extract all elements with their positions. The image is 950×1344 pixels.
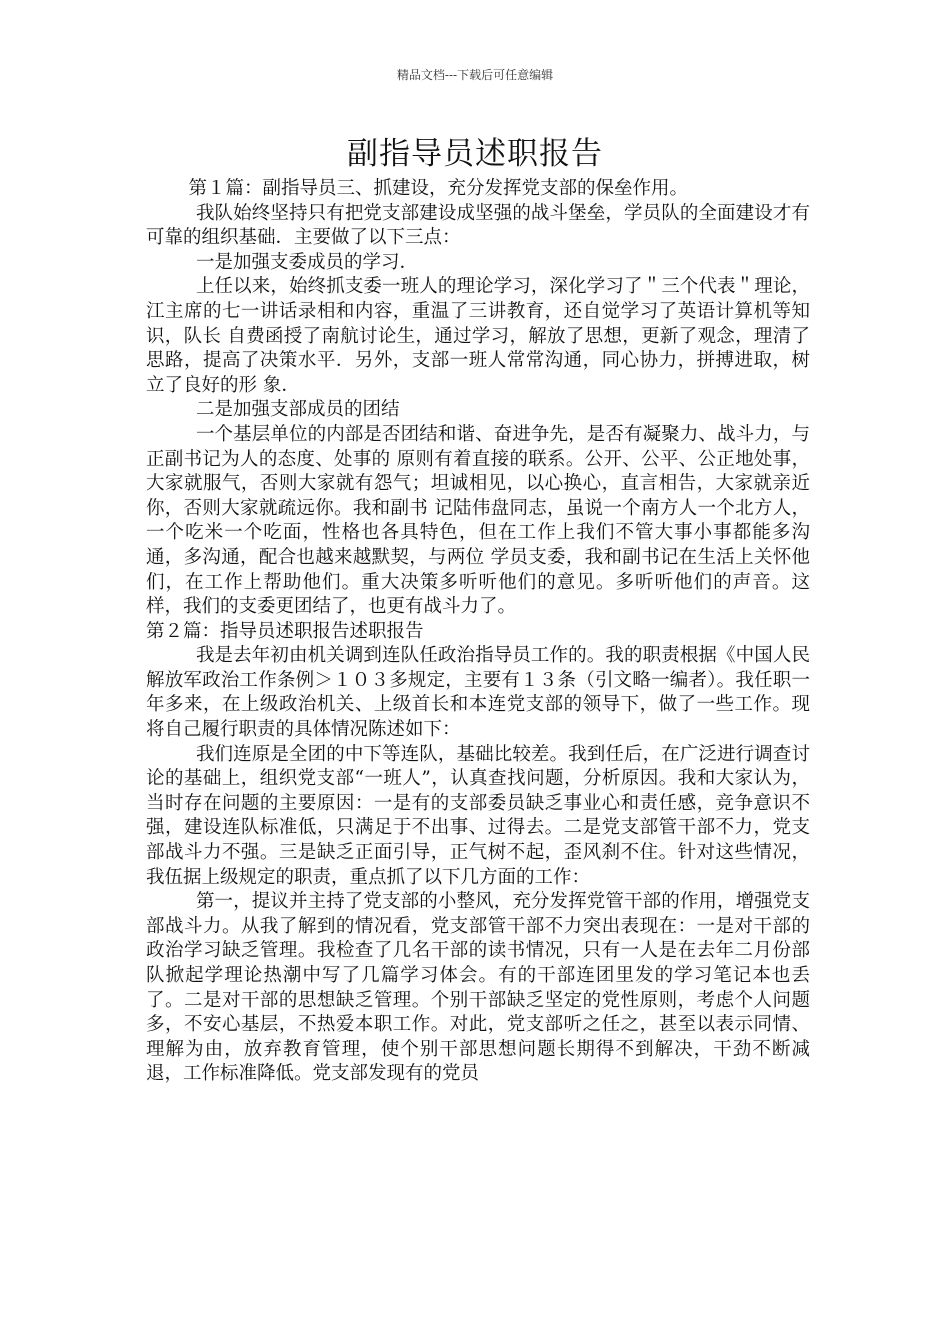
paragraph: 一个基层单位的内部是否团结和谐、奋进争先，是否有凝聚力、战斗力，与正副书记为人的态度、处事的 原则有着直接的联系。公开、公平、公正地处事，大家就服气，否则大家就有怨气；坦诚相见，以心换心，直言相告，大家就亲近你，否则大家就疏远你。我和副书 记陆伟盘同志，虽说一个南方人一个北方人，一个吃米一个吃面，性格也各具特色，但在工作上我们不管大事小事都能多沟通，多沟通，配合也越来越默契，与两位 学员支委，我和副书记在生活上关怀他们，在工作上帮助他们。重大决策多听听他们的意见。多听听他们的声音。这样，我们的支委更团结了，也更有战斗力了。 (146, 423, 810, 618)
paragraph: 我是去年初由机关调到连队任政治指导员工作的。我的职责根据《中国人民解放军政治工作条例＞１０３多规定，主要有１３条（引文略一编者）。我任职一年多来，在上级政治机关、上级首长和本连党支部的领导下，做了一些工作。现将自己履行职责的具体情况陈述如下： (146, 645, 810, 741)
paragraph: 第１篇：副指导员三、抓建设，充分发挥党支部的保垒作用。 (188, 178, 689, 199)
section-heading: 第２篇：指导员述职报告述职报告 (146, 620, 424, 642)
paragraph: 我们连原是全团的中下等连队，基础比较差。我到任后，在广泛进行调查讨论的基础上，组织党支部“一班人”，认真查找问题，分析原因。我和大家认为，当时存在问题的主要原因：一是有的支部委员缺乏事业心和责任感，竞争意识不强，建设连队标准低，只满足于不出事、过得去。二是党支部管干部不力，党支部战斗力不强。三是缺乏正面引导，正气树不起，歪风刹不住。针对这些情况，我伍据上级规定的职责，重点抓了以下几方面的工作： (146, 743, 810, 888)
paragraph: 我队始终坚持只有把党支部建设成坚强的战斗堡垒，学员队的全面建设才有可靠的组织基础．主要做了以下三点： (146, 202, 810, 249)
header-note: 精品文档---下载后可任意编辑 (396, 68, 554, 82)
paragraph: 第一，提议并主持了党支部的小整风，充分发挥党管干部的作用，增强党支部战斗力。从我了解到的情况看，党支部管干部不力突出表现在：一是对干部的政治学习缺乏管理。我检查了几名干部的读书情况，只有一人是在去年二月份部队掀起学理论热潮中写了几篇学习体会。有的干部连团里发的学习笔记本也丢了。二是对干部的思想缺乏管理。个别干部缺乏坚定的党性原则，考虑个人问题多，不安心基层，不热爱本职工作。对此，党支部听之任之，甚至以表示同情、理解为由，放弃教育管理，使个别干部思想问题长期得不到解决，干劲不断减退，工作标准降低。党支部发现有的党员 (146, 891, 810, 1085)
document-body (146, 177, 810, 1087)
paragraph: 上任以来，始终抓支委一班人的理论学习，深化学习了＂三个代表＂理论，江主席的七一讲话录相和内容，重温了三讲教育，还自觉学习了英语计算机等知识，队长 自费函授了南航讨论生，通过学习，解放了思想，更新了观念，理清了思路，提高了决策水平．另外，支部一班人常常沟通，同心协力，拼搏进取，树立了良好的形 象． (146, 276, 810, 396)
paragraph: 二是加强支部成员的团结 (195, 399, 400, 421)
document-title: 副指导员述职报告 (347, 136, 603, 172)
paragraph: 一是加强支委成员的学习． (195, 251, 418, 273)
